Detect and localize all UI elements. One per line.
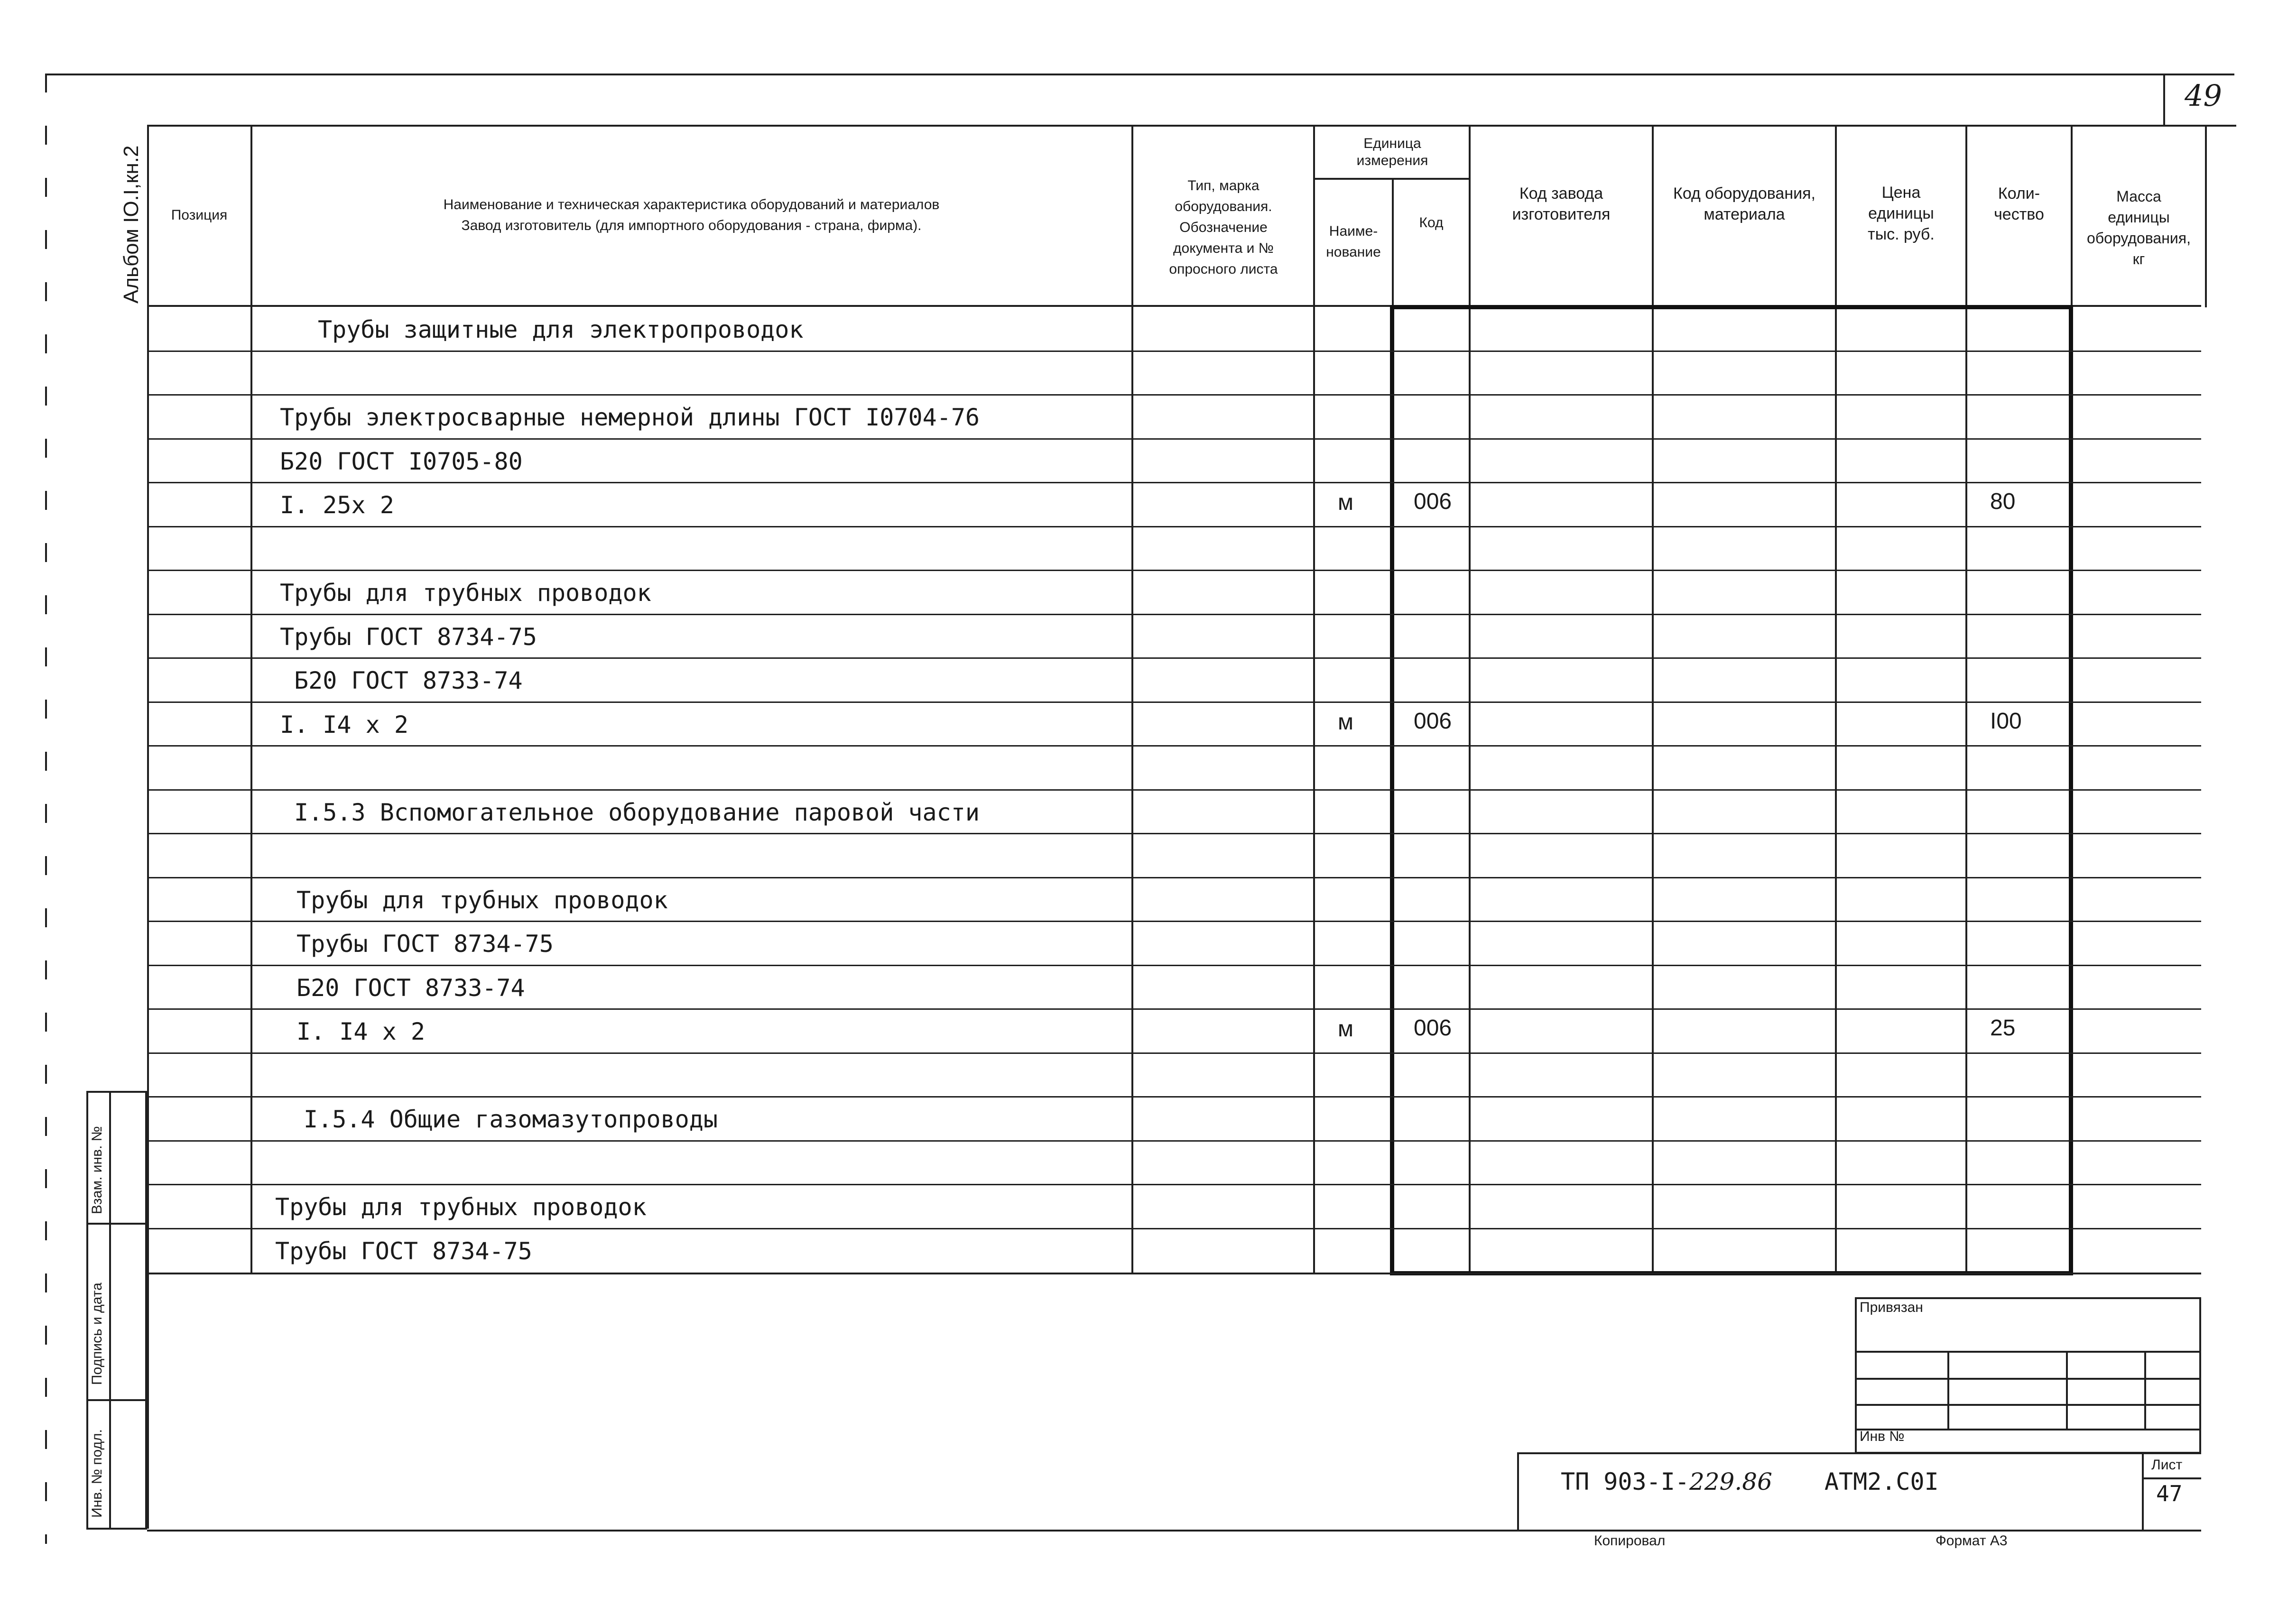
row-divider xyxy=(147,482,2201,483)
col-line-2 xyxy=(1131,125,1133,1273)
row-divider xyxy=(147,921,2201,922)
row-name: I. I4 х 2 xyxy=(280,710,408,738)
sheet-box-left xyxy=(2142,1452,2144,1531)
footer-copied: Копировал xyxy=(1594,1533,1666,1549)
table-left xyxy=(147,125,149,1529)
row-name: I.5.3 Вспомогательное оборудование паровой части xyxy=(294,798,980,826)
row-code: 006 xyxy=(1414,708,1452,734)
row-divider xyxy=(147,1184,2201,1185)
row-name: Трубы электросварные немерной длины ГОСТ I0704-76 xyxy=(280,404,980,431)
row-divider xyxy=(147,833,2201,834)
doc-code-suffix: АТМ2.С0I xyxy=(1824,1468,1939,1495)
row-name: Трубы для трубных проводок xyxy=(275,1193,647,1221)
header-name: Наименование и техническая характеристика оборудований и материалов Завод изготовитель (для импортного оборудования - страна, фирма). xyxy=(443,197,940,233)
frame-left-dashed xyxy=(45,74,47,1544)
inv-no-label: Инв № xyxy=(1860,1429,1905,1444)
stamp-divider-1 xyxy=(86,1223,147,1225)
header-price: Цена единицы тыс. руб. xyxy=(1868,184,1935,243)
doc-code-number: 229.86 xyxy=(1689,1468,1772,1495)
row-name: I.5.4 Общие газомазутопроводы xyxy=(304,1106,718,1133)
page-number-top: 49 xyxy=(2185,78,2222,113)
col-line-8 xyxy=(1965,125,1967,1273)
row-divider xyxy=(147,1008,2201,1010)
stamp-divider-2 xyxy=(86,1399,147,1401)
footer-format: Формат А3 xyxy=(1936,1533,2008,1549)
row-divider xyxy=(147,614,2201,615)
row-divider xyxy=(147,438,2201,440)
row-name: I. I4 х 2 xyxy=(296,1018,425,1045)
thick-top xyxy=(1390,305,2073,309)
row-name: Б20 ГОСТ I0705-80 xyxy=(280,447,523,475)
table-bottom xyxy=(147,1273,2201,1274)
stamp-vzam-inv: Взам. инв. № xyxy=(89,1126,105,1214)
sheet-number: 47 xyxy=(2156,1481,2183,1506)
side-album-label: Альбом IO.I,кн.2 xyxy=(120,145,143,304)
privyazan-line-1 xyxy=(1855,1351,2201,1353)
row-name: Трубы ГОСТ 8734-75 xyxy=(280,623,537,651)
row-divider xyxy=(147,570,2201,571)
row-unit: м xyxy=(1338,490,1353,515)
row-quantity: I00 xyxy=(1990,708,2022,734)
row-name: I. 25х 2 xyxy=(280,491,394,519)
privyazan-col-1 xyxy=(1947,1351,1949,1430)
row-name: Трубы ГОСТ 8734-75 xyxy=(275,1237,532,1265)
col-line-7 xyxy=(1835,125,1837,1273)
row-divider xyxy=(147,877,2201,878)
sheet-box-divider xyxy=(2142,1477,2201,1479)
row-divider xyxy=(147,351,2201,352)
header-unit-group: Единица измерения xyxy=(1356,135,1428,168)
unit-divider xyxy=(1313,178,1471,180)
privyazan-label: Привязан xyxy=(1860,1300,1923,1315)
col-line-5 xyxy=(1469,125,1471,1273)
row-divider xyxy=(147,789,2201,791)
row-divider xyxy=(147,1096,2201,1098)
doc-code-prefix: ТП 903-I- xyxy=(1561,1468,1689,1495)
row-quantity: 80 xyxy=(1990,489,2016,514)
row-divider xyxy=(147,526,2201,527)
row-name: Б20 ГОСТ 8733-74 xyxy=(296,974,525,1002)
row-unit: м xyxy=(1338,709,1353,735)
privyazan-col-3 xyxy=(2144,1351,2146,1430)
privyazan-line-2 xyxy=(1855,1378,2201,1380)
header-unit-code: Код xyxy=(1419,215,1444,231)
row-divider xyxy=(147,1228,2201,1229)
row-code: 006 xyxy=(1414,1015,1452,1041)
stamp-podpis-data: Подпись и дата xyxy=(89,1283,105,1385)
row-quantity: 25 xyxy=(1990,1015,2016,1041)
row-name: Б20 ГОСТ 8733-74 xyxy=(294,667,523,694)
stamp-mid-divider xyxy=(109,1091,111,1530)
col-line-6 xyxy=(1652,125,1654,1273)
row-name: Трубы для трубных проводок xyxy=(280,579,651,607)
header-equipment-code: Код оборудования, материала xyxy=(1673,185,1815,223)
header-mass: Масса единицы оборудования, кг xyxy=(2087,188,2191,268)
row-divider xyxy=(147,657,2201,659)
row-code: 006 xyxy=(1414,489,1452,514)
col-line-10 xyxy=(2205,125,2207,307)
row-divider xyxy=(147,745,2201,747)
row-divider xyxy=(147,965,2201,966)
row-divider xyxy=(147,394,2201,396)
row-divider xyxy=(147,1052,2201,1054)
row-name: Трубы для трубных проводок xyxy=(296,886,668,914)
row-unit: м xyxy=(1338,1016,1353,1042)
header-unit-name: Наиме- нование xyxy=(1326,223,1381,260)
header-factory-code: Код завода изготовителя xyxy=(1512,185,1611,223)
header-quantity: Коли- чество xyxy=(1994,185,2044,223)
privyazan-line-4 xyxy=(1855,1429,2201,1430)
frame-top xyxy=(45,74,2234,75)
sheet-label: Лист xyxy=(2151,1457,2183,1473)
privyazan-line-3 xyxy=(1855,1404,2201,1406)
row-name: Трубы ГОСТ 8734-75 xyxy=(296,930,554,958)
row-name: Трубы защитные для электропроводок xyxy=(318,316,804,343)
doc-code xyxy=(1561,1468,1939,1495)
row-divider xyxy=(147,1140,2201,1142)
stamp-inv-podl: Инв. № подл. xyxy=(89,1429,105,1518)
header-type-mark: Тип, марка оборудования. Обозначение документа и № опросного листа xyxy=(1169,178,1278,277)
header-position: Позиция xyxy=(171,207,228,223)
privyazan-col-2 xyxy=(2066,1351,2068,1430)
row-divider xyxy=(147,701,2201,703)
